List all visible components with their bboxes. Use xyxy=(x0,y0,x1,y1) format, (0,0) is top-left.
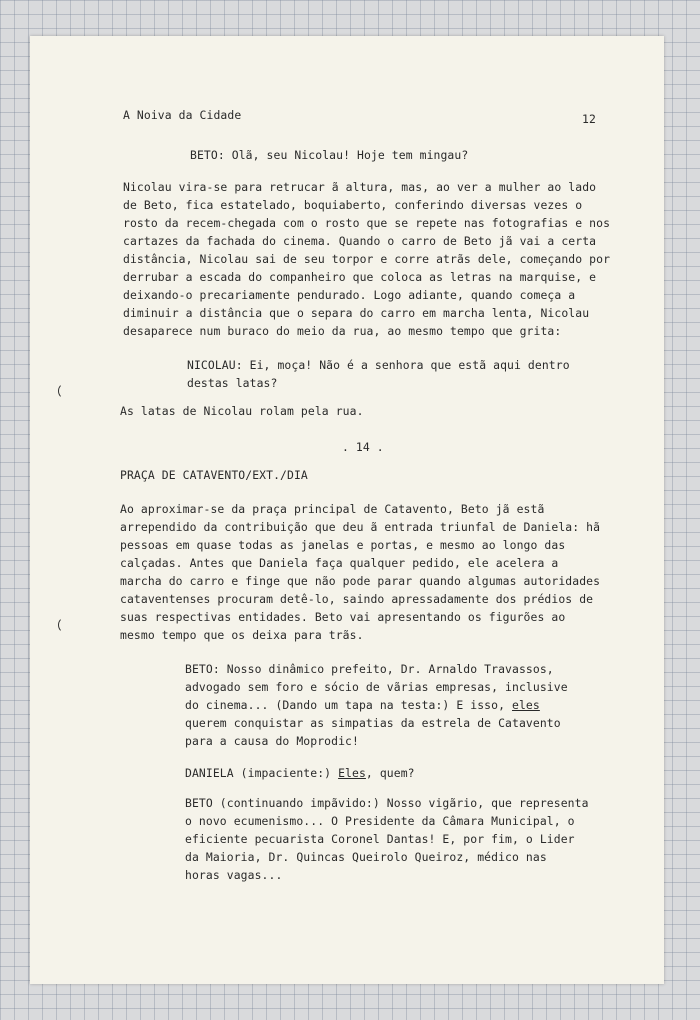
paragraph-line: cartazes da fachada do cinema. Quando o carro de Beto jã vai a certa xyxy=(123,234,597,248)
paragraph-line: calçadas. Antes que Daniela faça qualquer pedido, ele acelera a xyxy=(120,556,559,570)
dialogue-line: horas vagas... xyxy=(185,868,283,882)
underlined-word: eles xyxy=(512,698,540,712)
paragraph-line: suas respectivas entidades. Beto vai apresentando os figurões ao xyxy=(120,610,566,624)
dialogue-line: para a causa do Moprodic! xyxy=(185,734,359,748)
scene-heading: PRAÇA DE CATAVENTO/EXT./DIA xyxy=(120,468,308,482)
punch-hole-mark xyxy=(58,383,73,399)
dialogue-line: da Maioria, Dr. Quincas Queirolo Queiroz, médico nas xyxy=(185,850,547,864)
dialogue-line: eficiente pecuarista Coronel Dantas! E, por fim, o Lider xyxy=(185,832,575,846)
dialogue-line: destas latas? xyxy=(187,376,278,390)
dialogue-line: o novo ecumenismo... O Presidente da Câmara Municipal, o xyxy=(185,814,575,828)
character-cue: DANIELA (impaciente:) xyxy=(185,766,339,780)
paragraph-line: Ao aproximar-se da praça principal de Catavento, Beto jã estã xyxy=(120,502,545,516)
dialogue-line: NICOLAU: Ei, moça! Não é a senhora que estã aqui dentro xyxy=(187,358,570,372)
paragraph-line: mesmo tempo que os deixa para trãs. xyxy=(120,628,364,642)
action-line: As latas de Nicolau rolam pela rua. xyxy=(120,404,364,418)
dialogue-line: BETO (continuando impãvido:) Nosso vigãrio, que representa xyxy=(185,796,589,810)
paragraph-line: deixando-o precariamente pendurado. Logo adiante, quando começa a xyxy=(123,288,576,302)
punch-hole-mark xyxy=(58,617,73,633)
dialogue-line: BETO: Olã, seu Nicolau! Hoje tem mingau? xyxy=(190,148,469,162)
paragraph-line: distância, Nicolau sai de seu torpor e corre atrãs dele, começando por xyxy=(123,252,611,266)
page-number: 12 xyxy=(582,112,596,126)
paragraph-line: Nicolau vira-se para retrucar ã altura, mas, ao ver a mulher ao lado xyxy=(123,180,597,194)
dialogue-line: BETO: Nosso dinâmico prefeito, Dr. Arnaldo Travassos, xyxy=(185,662,554,676)
dialogue-line xyxy=(185,698,540,712)
dialogue-line xyxy=(185,766,415,780)
document-page xyxy=(30,36,664,984)
paragraph-line: derrubar a escada do companheiro que coloca as letras na marquise, e xyxy=(123,270,597,284)
paragraph-line: cataventenses procuram detê-lo, saindo apressadamente dos prédios de xyxy=(120,592,594,606)
underlined-word: Eles xyxy=(338,766,366,780)
document-title: A Noiva da Cidade xyxy=(123,108,242,122)
paragraph-line: desaparece num buraco do meio da rua, ao mesmo tempo que grita: xyxy=(123,324,562,338)
scene-number: . 14 . xyxy=(342,440,384,454)
dialogue-line: querem conquistar as simpatias da estrela de Catavento xyxy=(185,716,561,730)
dialogue-text: do cinema... (Dando um tapa na testa:) E isso, xyxy=(185,698,513,712)
paragraph-line: arrependido da contribuição que deu ã entrada triunfal de Daniela: hã xyxy=(120,520,601,534)
paragraph-line: diminuir a distância que o separa do carro em marcha lenta, Nicolau xyxy=(123,306,590,320)
paragraph-line: pessoas em quase todas as janelas e portas, e mesmo ao longo das xyxy=(120,538,566,552)
dialogue-text: , quem? xyxy=(365,766,415,780)
paragraph-line: rosto da recem-chegada com o rosto que se repete nas fotografias e nos xyxy=(123,216,611,230)
paragraph-line: marcha do carro e finge que não pode parar quando algumas autoridades xyxy=(120,574,601,588)
dialogue-line: advogado sem foro e sócio de vãrias empresas, inclusive xyxy=(185,680,568,694)
paragraph-line: de Beto, fica estatelado, boquiaberto, conferindo diversas vezes o xyxy=(123,198,583,212)
